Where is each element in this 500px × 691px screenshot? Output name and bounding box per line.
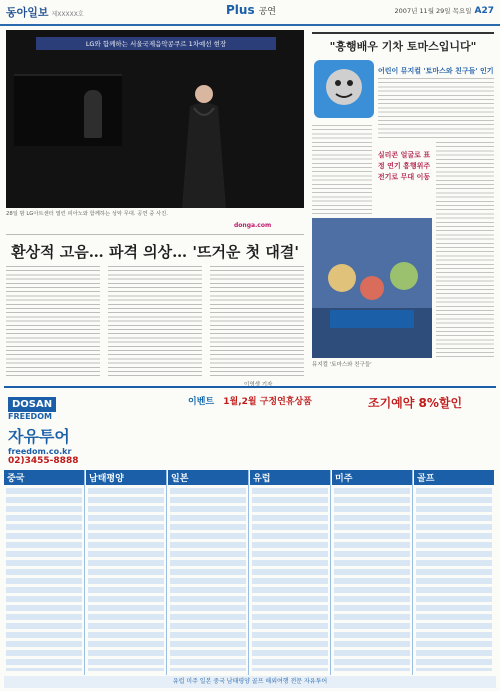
ad-region-grid <box>4 470 496 675</box>
ad-region-label: 미주 <box>332 470 412 485</box>
ad-region-america[interactable] <box>332 470 413 675</box>
ad-region-pacific[interactable] <box>86 470 167 675</box>
thomas-train-image <box>314 60 374 118</box>
ad-brand-block[interactable] <box>8 392 110 466</box>
ad-region-label: 일본 <box>168 470 248 485</box>
ad-region-label: 중국 <box>4 470 84 485</box>
pull-quote: 실리콘 얼굴로 표정 연기 흥행위주 전기로 무대 이동 <box>377 151 431 182</box>
pianist-figure <box>84 90 102 138</box>
piano-icon <box>14 74 122 146</box>
section-title: Plus 공연 <box>226 3 276 17</box>
article-headline: 환상적 고음… 파격 의상… '뜨거운 첫 대결' <box>6 234 304 262</box>
ad-event-label: 이벤트 <box>188 397 215 407</box>
ad-url-link[interactable]: freedom.co.kr <box>8 447 72 456</box>
ad-event-detail: 1월,2월 구정연휴상품 <box>223 397 312 407</box>
ad-footer: 유럽 미주 일본 중국 남태평양 골프 해외여행 전문 자유투어 <box>4 676 496 688</box>
issue-date: 2007년 11월 29일 목요일 A27 <box>394 6 494 16</box>
page-header <box>0 0 500 26</box>
photo-caption: 28일 밤 LG아트센터 열린 피아노와 함께하는 성악 무대. 공연 중 사진. <box>6 211 168 217</box>
ad-region-europe[interactable] <box>250 470 331 675</box>
side-body-1 <box>378 78 494 138</box>
concert-photo <box>6 30 304 208</box>
stage-photo-caption: 뮤지컬 '토마스와 친구들' <box>312 362 372 368</box>
article-byline: 이영생 기자 <box>244 382 273 388</box>
ad-region-golf[interactable] <box>414 470 494 675</box>
side-article <box>312 30 494 370</box>
ad-region-china[interactable] <box>4 470 85 675</box>
ad-brand-logo: DOSAN <box>8 397 56 412</box>
side-body-3 <box>436 142 494 358</box>
photo-banner: LG와 함께하는 서울국제음악콩쿠르 1차예선 현장 <box>36 37 276 50</box>
side-body-2 <box>312 125 372 215</box>
ad-discount-rate[interactable]: 조기예약 8%할인 <box>368 396 463 410</box>
ad-brand-sub: FREEDOM <box>8 412 52 421</box>
caption-credit: donga.com <box>234 222 272 229</box>
ad-region-label: 유럽 <box>250 470 330 485</box>
ad-event[interactable] <box>188 394 312 407</box>
singer-figure <box>176 82 232 208</box>
ad-region-japan[interactable] <box>168 470 249 675</box>
ad-region-label: 골프 <box>414 470 494 485</box>
ad-phone: 02)3455-8888 <box>8 456 79 466</box>
side-article-title: "흥행배우 기차 토마스입니다" <box>312 32 494 54</box>
main-article <box>6 30 304 388</box>
side-article-subtitle: 어린이 뮤지컬 '토마스와 친구들' 인기 <box>378 67 494 75</box>
musical-stage-photo <box>312 218 432 358</box>
newspaper-logo: 동아일보 제XXXXX호 <box>6 6 84 19</box>
article-body <box>6 266 304 378</box>
ad-region-label: 남태평양 <box>86 470 166 485</box>
ad-brand-name: 자유투어 <box>8 427 70 446</box>
